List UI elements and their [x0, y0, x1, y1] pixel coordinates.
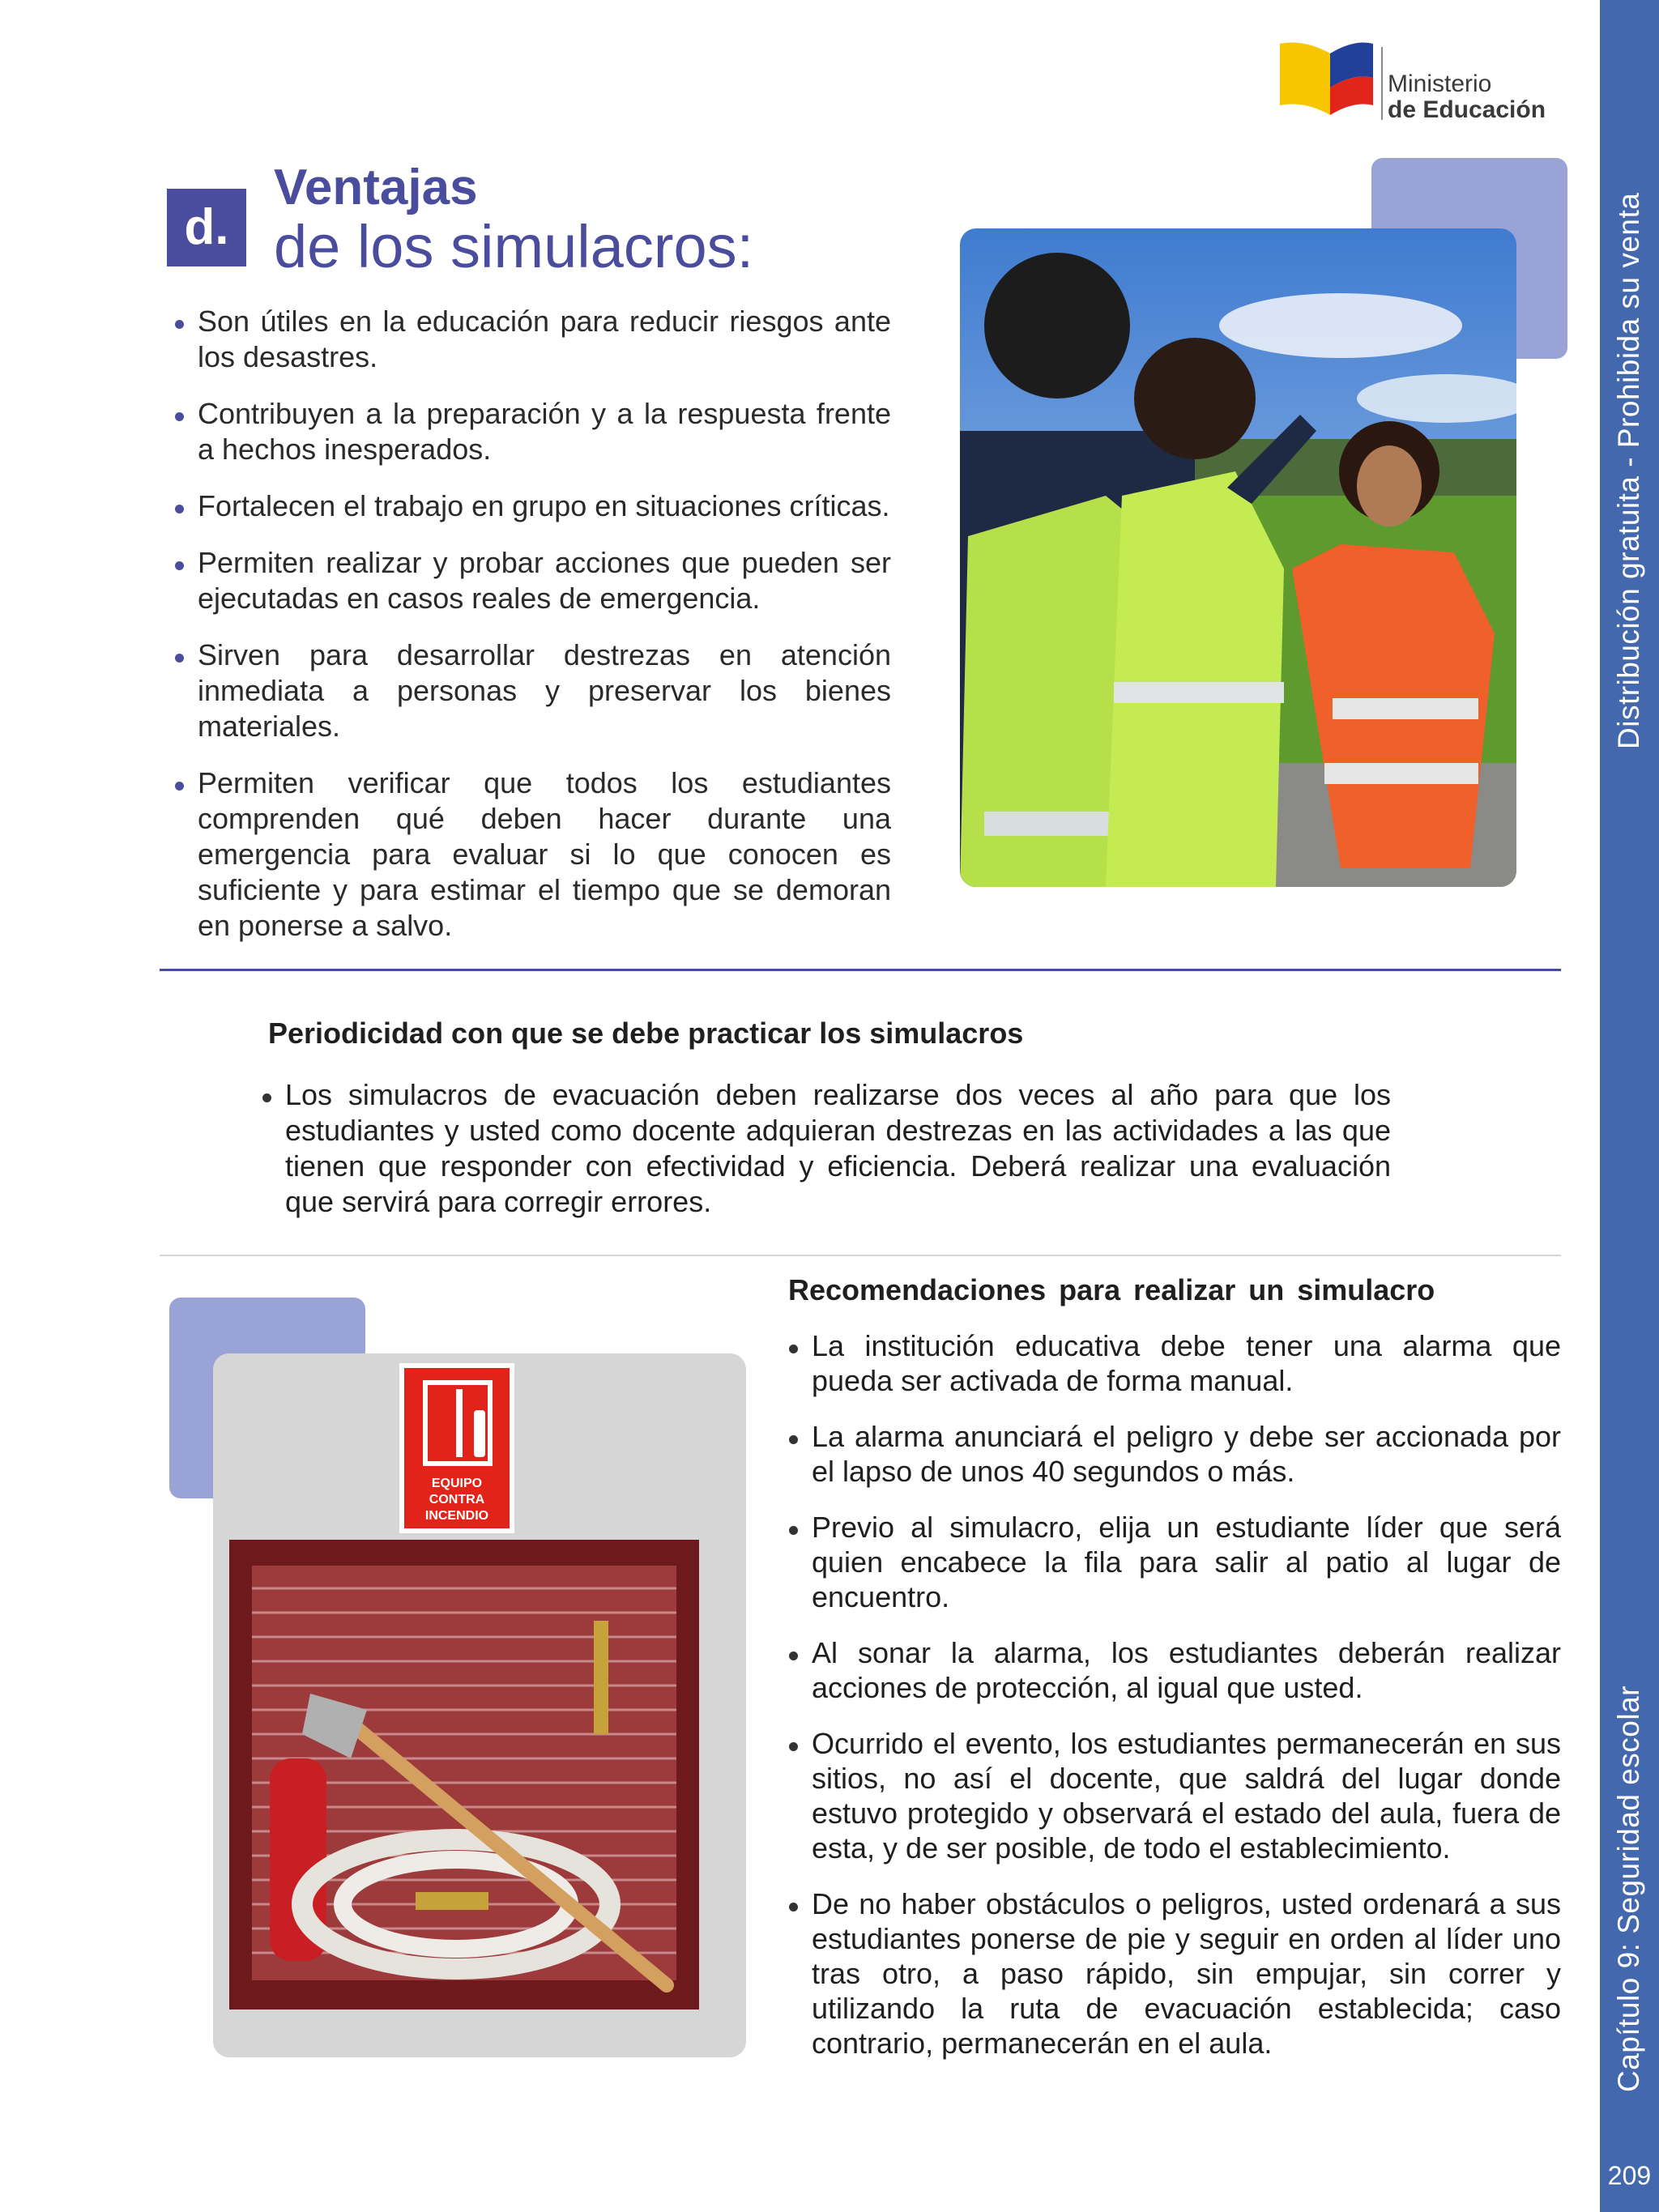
- sidebar-distribution-text: Distribución gratuita - Prohibida su venta: [1612, 192, 1645, 749]
- list-item: La alarma anunciará el peligro y debe ser accionada por el lapso de unos 40 segundos o más.: [787, 1419, 1561, 1489]
- fire-sign-line-1: EQUIPO: [431, 1477, 483, 1490]
- list-item: De no haber obstáculos o peligros, usted ordenará a sus estudiantes ponerse de pie y seguir en orden al líder uno tras otro, a paso rápido, sin empujar, sin correr y utilizando la ruta de evacuación establecida; caso contrario, permanecerán en el aula.: [787, 1886, 1561, 2061]
- section-title: de los simulacros:: [274, 213, 754, 280]
- sidebar-chapter-text: Capítulo 9: Seguridad escolar: [1612, 1686, 1645, 2092]
- recommendations-heading: Recomendaciones para realizar un simulacro: [788, 1273, 1435, 1306]
- list-item: Al sonar la alarma, los estudiantes deberán realizar acciones de protección, al igual que usted.: [787, 1635, 1561, 1705]
- section-title-bold: Ventajas: [274, 160, 478, 215]
- page-number: 209: [1607, 2161, 1652, 2190]
- list-item: Ocurrido el evento, los estudiantes permanecerán en sus sitios, no así el docente, que saldrá del lugar donde estuvo protegido y observará el estado del aula, fuera de esta, y de ser posible, de todo el establecimiento.: [787, 1726, 1561, 1865]
- students-drill-photo: [960, 228, 1516, 887]
- list-item: Son útiles en la educación para reducir riesgos ante los desastres.: [173, 304, 891, 375]
- ministry-logo: [1280, 42, 1381, 127]
- advantages-list: [173, 304, 891, 965]
- periodicity-heading: Periodicidad con que se debe practicar los simulacros: [268, 1016, 1024, 1050]
- logo-divider: [1381, 47, 1383, 120]
- list-item: Permiten realizar y probar acciones que pueden ser ejecutadas en casos reales de emergencia.: [173, 545, 891, 616]
- section-divider-light: [160, 1255, 1561, 1256]
- list-item: Sirven para desarrollar destrezas en atención inmediata a personas y preservar los bienes materiales.: [173, 637, 891, 744]
- recommendations-list: [787, 1328, 1561, 2082]
- section-letter-badge: d.: [167, 189, 246, 266]
- list-item: Previo al simulacro, elija un estudiante líder que será quien encabece la fila para salir al patio al lugar de encuentro.: [787, 1510, 1561, 1614]
- fire-sign-line-3: INCENDIO: [424, 1509, 489, 1523]
- periodicity-list: [261, 1077, 1391, 1220]
- list-item: Contribuyen a la preparación y a la respuesta frente a hechos inesperados.: [173, 396, 891, 467]
- list-item: Permiten verificar que todos los estudiantes comprenden qué deben hacer durante una emergencia para evaluar si lo que conocen es suficiente y para estimar el tiempo que se demoran en ponerse a salvo.: [173, 765, 891, 944]
- list-item: Fortalecen el trabajo en grupo en situaciones críticas.: [173, 488, 891, 524]
- list-item: Los simulacros de evacuación deben realizarse dos veces al año para que los estudiantes y usted como docente adquieran destrezas en las actividades a las que tienen que responder con efectividad y eficiencia. Deberá realizar una evaluación que servirá para corregir errores.: [261, 1077, 1391, 1220]
- ministry-line-2: de Educación: [1388, 96, 1546, 123]
- section-divider: [160, 969, 1561, 971]
- fire-sign-line-2: CONTRA: [429, 1493, 485, 1507]
- ministry-name: [1388, 71, 1546, 123]
- fire-equipment-photo: [213, 1353, 746, 2057]
- ministry-line-1: Ministerio: [1388, 70, 1492, 97]
- list-item: La institución educativa debe tener una alarma que pueda ser activada de forma manual.: [787, 1328, 1561, 1398]
